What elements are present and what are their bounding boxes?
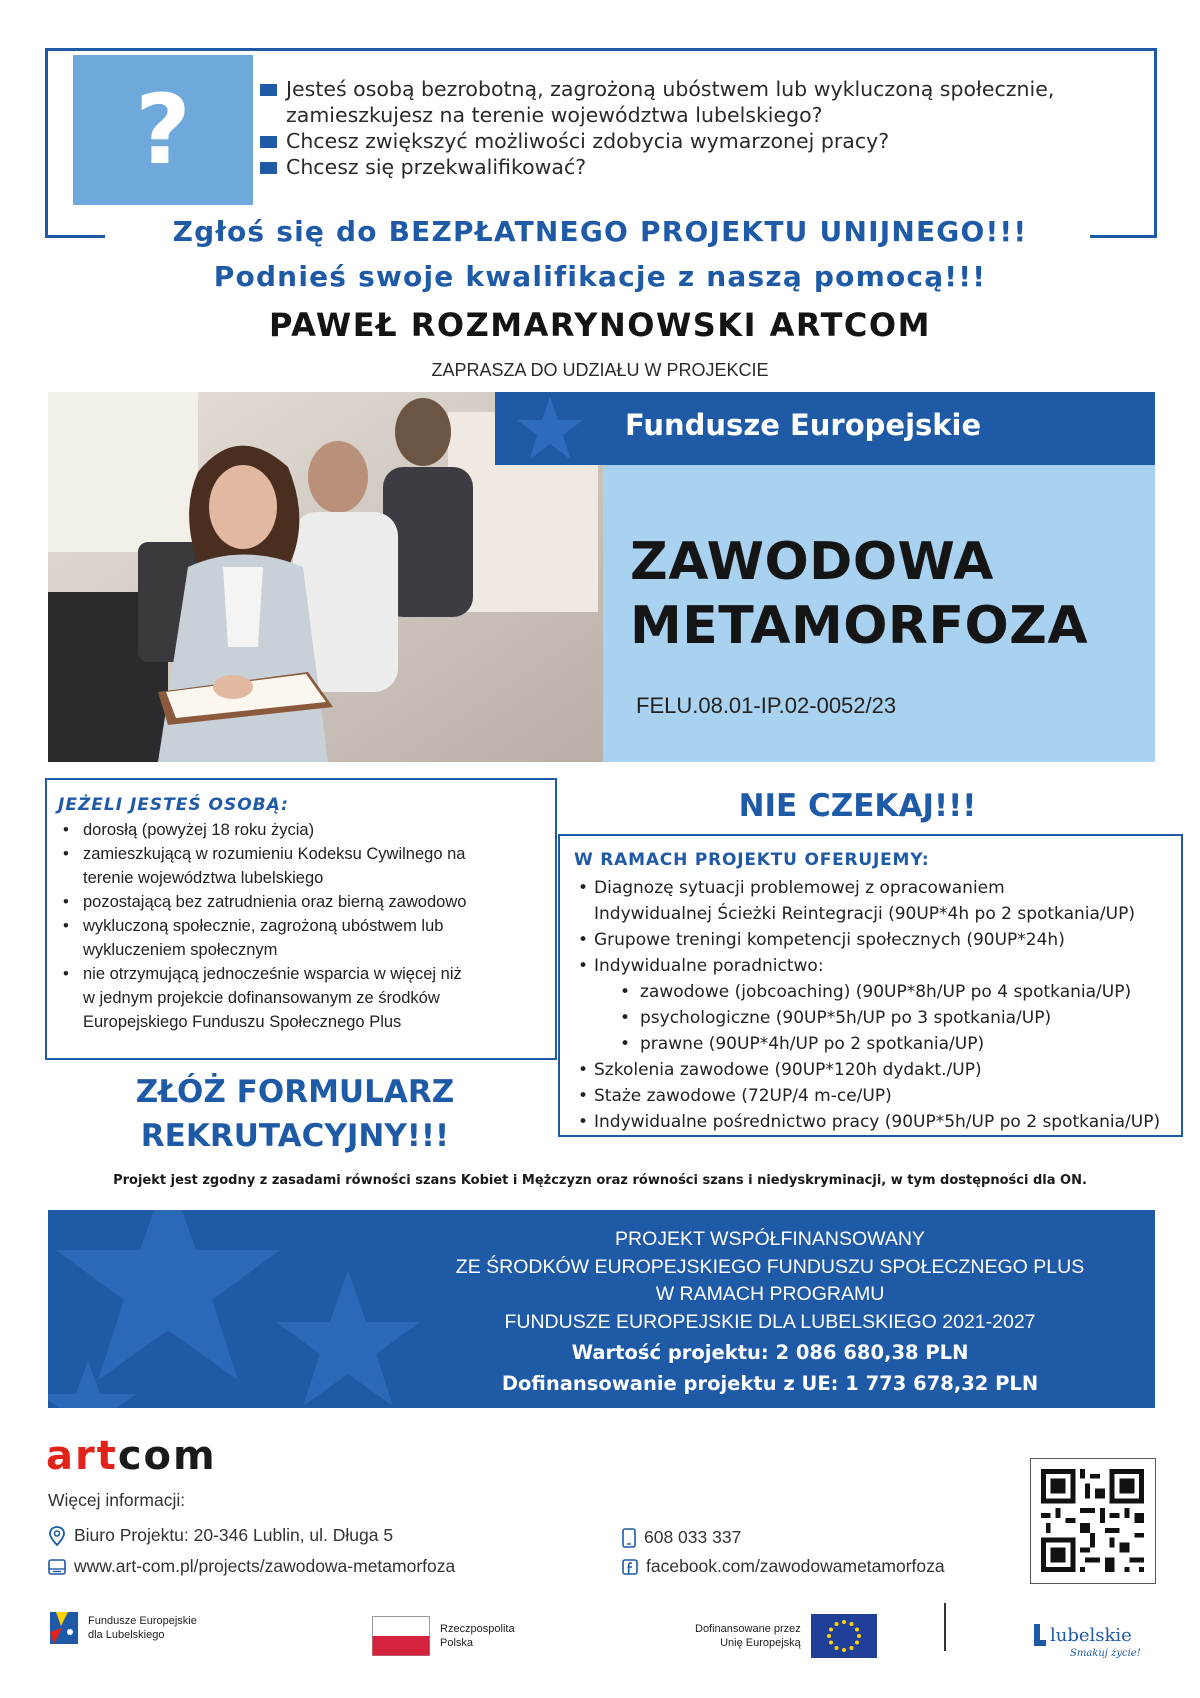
submit-form-line-1: ZŁÓŻ FORMULARZ [135,1074,455,1110]
eu-logo [695,1614,877,1658]
funding-line: PROJEKT WSPÓŁFINANSOWANY [615,1228,925,1250]
qr-code[interactable] [1030,1458,1156,1584]
artcom-logo [46,1437,286,1482]
criteria-item: • dorosłą (powyżej 18 roku życia) [63,818,543,842]
funding-line: ZE ŚRODKÓW EUROPEJSKIEGO FUNDUSZU SPOŁECZNEGO PLUS [455,1255,1085,1278]
lubelskie-logo [1030,1622,1141,1659]
project-title [630,530,1088,658]
fe-logo-text: dla Lubelskiego [88,1629,165,1641]
nie-czekaj-heading: NIE CZEKAJ!!! [738,788,977,824]
question-mark-icon: ? [73,55,253,205]
facebook-icon [622,1559,638,1575]
website-link[interactable]: www.art-com.pl/projects/zawodowa-metamorfoza [74,1556,456,1576]
polish-flag-icon [372,1616,430,1656]
criteria-item: • pozostającą bez zatrudnienia oraz bierną zawodowo [63,890,543,914]
eu-logo-text: Unię Europejską [720,1637,801,1649]
phone-icon [622,1528,636,1548]
offer-list [578,875,1178,1135]
eu-stars-graphic [48,1210,468,1408]
funding-line: W RAMACH PROGRAMU [655,1283,885,1305]
project-title-line-2: METAMORFOZA [630,596,1089,656]
project-code: FELU.08.01-IP.02-0052/23 [636,693,897,718]
address-text: Biuro Projektu: 20-346 Lublin, ul. Długa 5 [74,1525,394,1545]
question-item: Chcesz się przekwalifikować? [260,154,1140,180]
facebook-row[interactable] [622,1556,945,1577]
fe-logo-icon [48,1610,80,1646]
offer-subitem: • prawne (90UP*4h/UP po 2 spotkania/UP) [578,1031,1178,1057]
program-label: Fundusze Europejskie [625,408,982,442]
offer-heading: W RAMACH PROJEKTU OFERUJEMY: [574,850,930,870]
lubelskie-tagline: Smakuj życie! [1070,1648,1141,1659]
artcom-logo-text: artcom [46,1437,217,1477]
headline-line-2: Podnieś swoje kwalifikacje z naszą pomocą!!! [213,260,987,293]
offer-item: • Staże zawodowe (72UP/4 m-ce/UP) [578,1083,1178,1109]
project-value: Wartość projektu: 2 086 680,38 PLN [571,1341,969,1364]
question-list [260,76,1140,180]
website-icon [48,1559,66,1575]
offer-subitem: • zawodowe (jobcoaching) (90UP*8h/UP po 4 spotkania/UP) [578,979,1178,1005]
criteria-list [63,818,543,1034]
more-info-label: Więcej informacji: [48,1490,186,1510]
criteria-heading: JEŻELI JESTEŚ OSOBĄ: [58,795,289,815]
criteria-item: • wykluczoną społecznie, zagrożoną ubóstwem lub wykluczeniem społecznym [63,914,543,962]
rp-logo [372,1616,515,1656]
offer-item: • Indywidualne pośrednictwo pracy (90UP*5h/UP po 2 spotkania/UP) [578,1109,1178,1135]
criteria-item: • zamieszkującą w rozumieniu Kodeksu Cywilnego na terenie województwa lubelskiego [63,842,543,890]
eu-logo-text: Dofinansowane przez [695,1623,801,1635]
invite-text: ZAPRASZA DO UDZIAŁU W PROJEKCIE [431,360,769,380]
logo-divider [944,1603,946,1651]
offer-item-continued: Indywidualnej Ścieżki Reintegracji (90UP*4h po 2 spotkania/UP) [594,904,1135,924]
offer-item: • Diagnozę sytuacji problemowej z opracowaniem [578,875,1178,901]
company-name: PAWEŁ ROZMARYNOWSKI ARTCOM [269,306,931,344]
address-row [48,1525,393,1546]
facebook-link[interactable]: facebook.com/zawodowametamorfoza [646,1556,945,1576]
website-row[interactable] [48,1556,455,1577]
eu-flag-icon [811,1614,877,1658]
question-item: Chcesz zwiększyć możliwości zdobycia wymarzonej pracy? [260,128,1140,154]
lubelskie-text: lubelskie [1050,1624,1132,1646]
rp-logo-text: Polska [440,1637,474,1649]
submit-form-callout [100,1070,490,1158]
submit-form-line-2: REKRUTACYJNY!!! [140,1118,450,1154]
fe-lubelskie-logo [48,1610,197,1646]
lubelskie-l-icon [1030,1622,1048,1648]
funding-text [410,1226,1130,1336]
project-cofinancing: Dofinansowanie projektu z UE: 1 773 678,32 PLN [501,1372,1039,1395]
funding-line: FUNDUSZE EUROPEJSKIE DLA LUBELSKIEGO 2021-2027 [504,1310,1036,1333]
fe-logo-text: Fundusze Europejskie [88,1615,197,1627]
offer-item: • Szkolenia zawodowe (90UP*120h dydakt./UP) [578,1057,1178,1083]
eu-stars-graphic [495,392,605,465]
phone-row[interactable] [622,1527,741,1548]
headline-line-1: Zgłoś się do BEZPŁATNEGO PROJEKTU UNIJNEGO!!! [172,215,1028,248]
location-pin-icon [48,1526,66,1546]
criteria-item: • nie otrzymującą jednocześnie wsparcia w więcej niż w jednym projekcie dofinansowanym ze środków Europejskiego Funduszu Społecznego Plus [63,962,543,1034]
offer-item: • Grupowe treningi kompetencji społecznych (90UP*24h) [578,927,1178,953]
rp-logo-text: Rzeczpospolita [440,1623,515,1635]
offer-subitem: • psychologiczne (90UP*5h/UP po 3 spotkania/UP) [578,1005,1178,1031]
project-title-line-1: ZAWODOWA [630,532,994,592]
equality-statement: Projekt jest zgodny z zasadami równości szans Kobiet i Mężczyzn oraz równości szans i niedyskryminacji, w tym dostępności dla ON. [113,1173,1087,1188]
phone-number[interactable]: 608 033 337 [644,1527,742,1547]
question-item: Jesteś osobą bezrobotną, zagrożoną ubóstwem lub wykluczoną społecznie, zamieszkujesz na terenie województwa lubelskiego? [260,76,1140,128]
offer-item: • Indywidualne poradnictwo: [578,953,1178,979]
